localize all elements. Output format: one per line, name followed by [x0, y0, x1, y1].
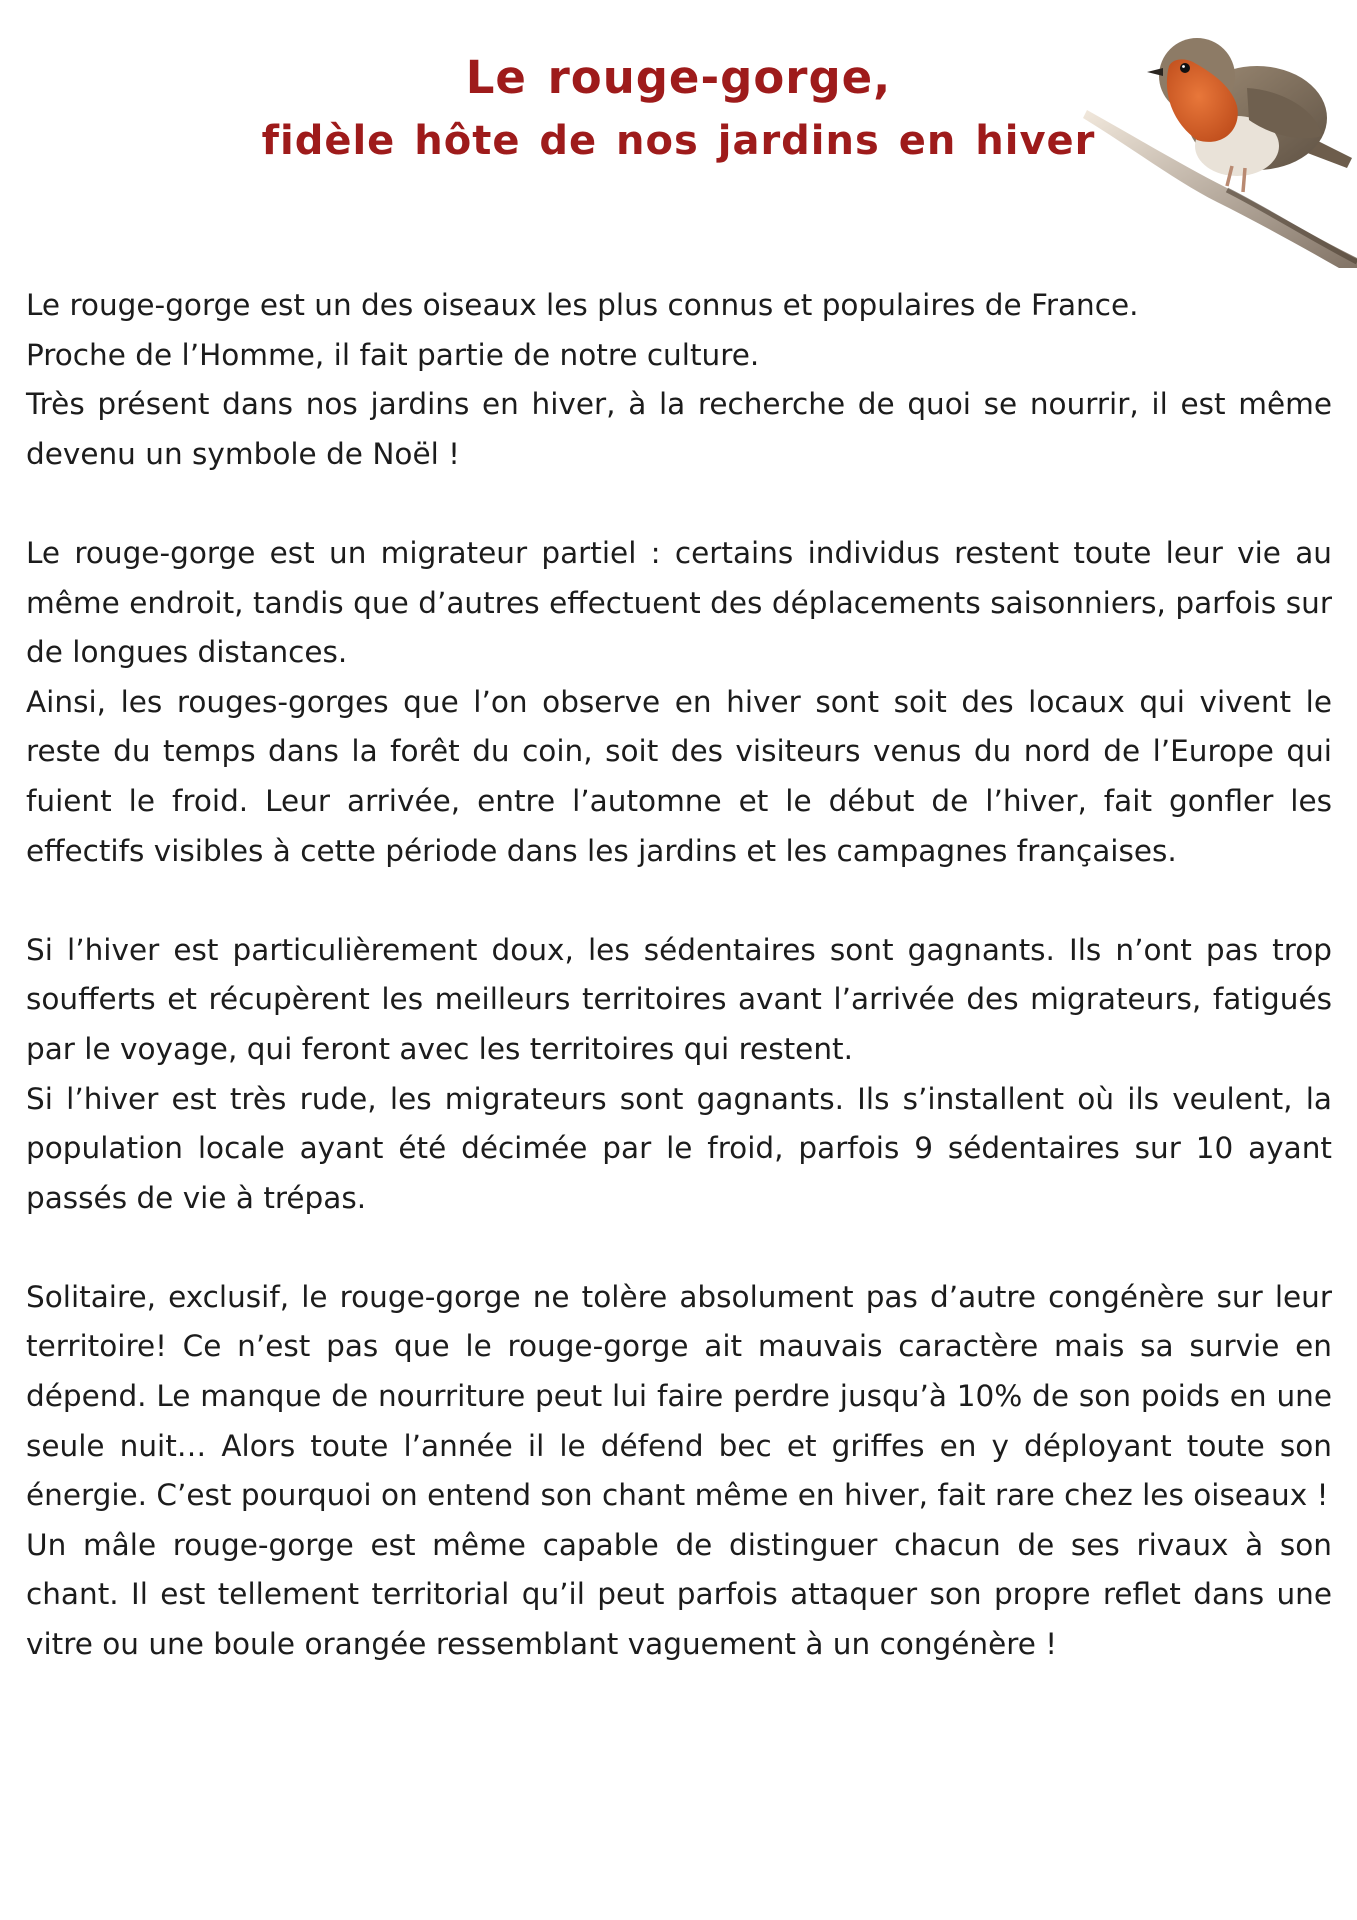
paragraph-line: Si l’hiver est très rude, les migrateurs sont gagnants. Ils s’installent où ils veulent, la population locale ayant été décimée par le froid, parfois 9 sédentaires sur 10 ayant passés de vie à trépas.	[26, 1081, 1332, 1215]
paragraph-territory	[26, 1273, 1332, 1670]
robin-beak	[1147, 68, 1163, 76]
paragraph-line: Un mâle rouge-gorge est même capable de distinguer chacun de ses rivaux à son chant. Il est tellement territorial qu’il peut parfois attaquer son propre reflet dans une vitre ou une boule orangée ressemblant vaguement à un congénère !	[26, 1527, 1332, 1662]
title-line-2: fidèle hôte de nos jardins en hiver	[261, 118, 1096, 164]
title-line-1: Le rouge-gorge,	[465, 51, 892, 104]
robin-illustration	[1077, 18, 1357, 268]
robin-eye	[1180, 63, 1190, 73]
paragraph-winter	[26, 926, 1332, 1224]
paragraph-line: Proche de l’Homme, il fait partie de notre culture.	[26, 337, 760, 372]
paragraph-line: Si l’hiver est particulièrement doux, les sédentaires sont gagnants. Ils n’ont pas trop soufferts et récupèrent les meilleurs territoires avant l’arrivée des migrateurs, fatigués par le voyage, qui feront avec les territoires qui restent.	[26, 932, 1332, 1066]
paragraph-intro	[26, 281, 1332, 479]
paragraph-line: Le rouge-gorge est un des oiseaux les plus connus et populaires de France.	[26, 288, 1139, 322]
paragraph-migration	[26, 529, 1332, 876]
paragraph-line: Solitaire, exclusif, le rouge-gorge ne tolère absolument pas d’autre congénère sur leur territoire! Ce n’est pas que le rouge-gorge ait mauvais caractère mais sa survie en dépend. Le manque de nourriture peut lui faire perdre jusqu’à 10% de son poids en une seule nuit… Alors toute l’année il le défend bec et griffes en y déployant toute son énergie. C’est pourquoi on entend son chant même en hiver, fait rare chez les oiseaux !	[26, 1279, 1332, 1513]
paragraph-line: Le rouge-gorge est un migrateur partiel : certains individus restent toute leur vie au même endroit, tandis que d’autres effectuent des déplacements saisonniers, parfois sur de longues distances.	[26, 535, 1332, 670]
article-body	[26, 281, 1332, 1719]
paragraph-line: Très présent dans nos jardins en hiver, à la recherche de quoi se nourrir, il est même devenu un symbole de Noël !	[26, 387, 1332, 471]
paragraph-line: Ainsi, les rouges-gorges que l’on observe en hiver sont soit des locaux qui vivent le reste du temps dans la forêt du coin, soit des visiteurs venus du nord de l’Europe qui fuient le froid. Leur arrivée, entre l’automne et le début de l’hiver, fait gonfler les effectifs visibles à cette période dans les jardins et les campagnes françaises.	[26, 684, 1332, 868]
